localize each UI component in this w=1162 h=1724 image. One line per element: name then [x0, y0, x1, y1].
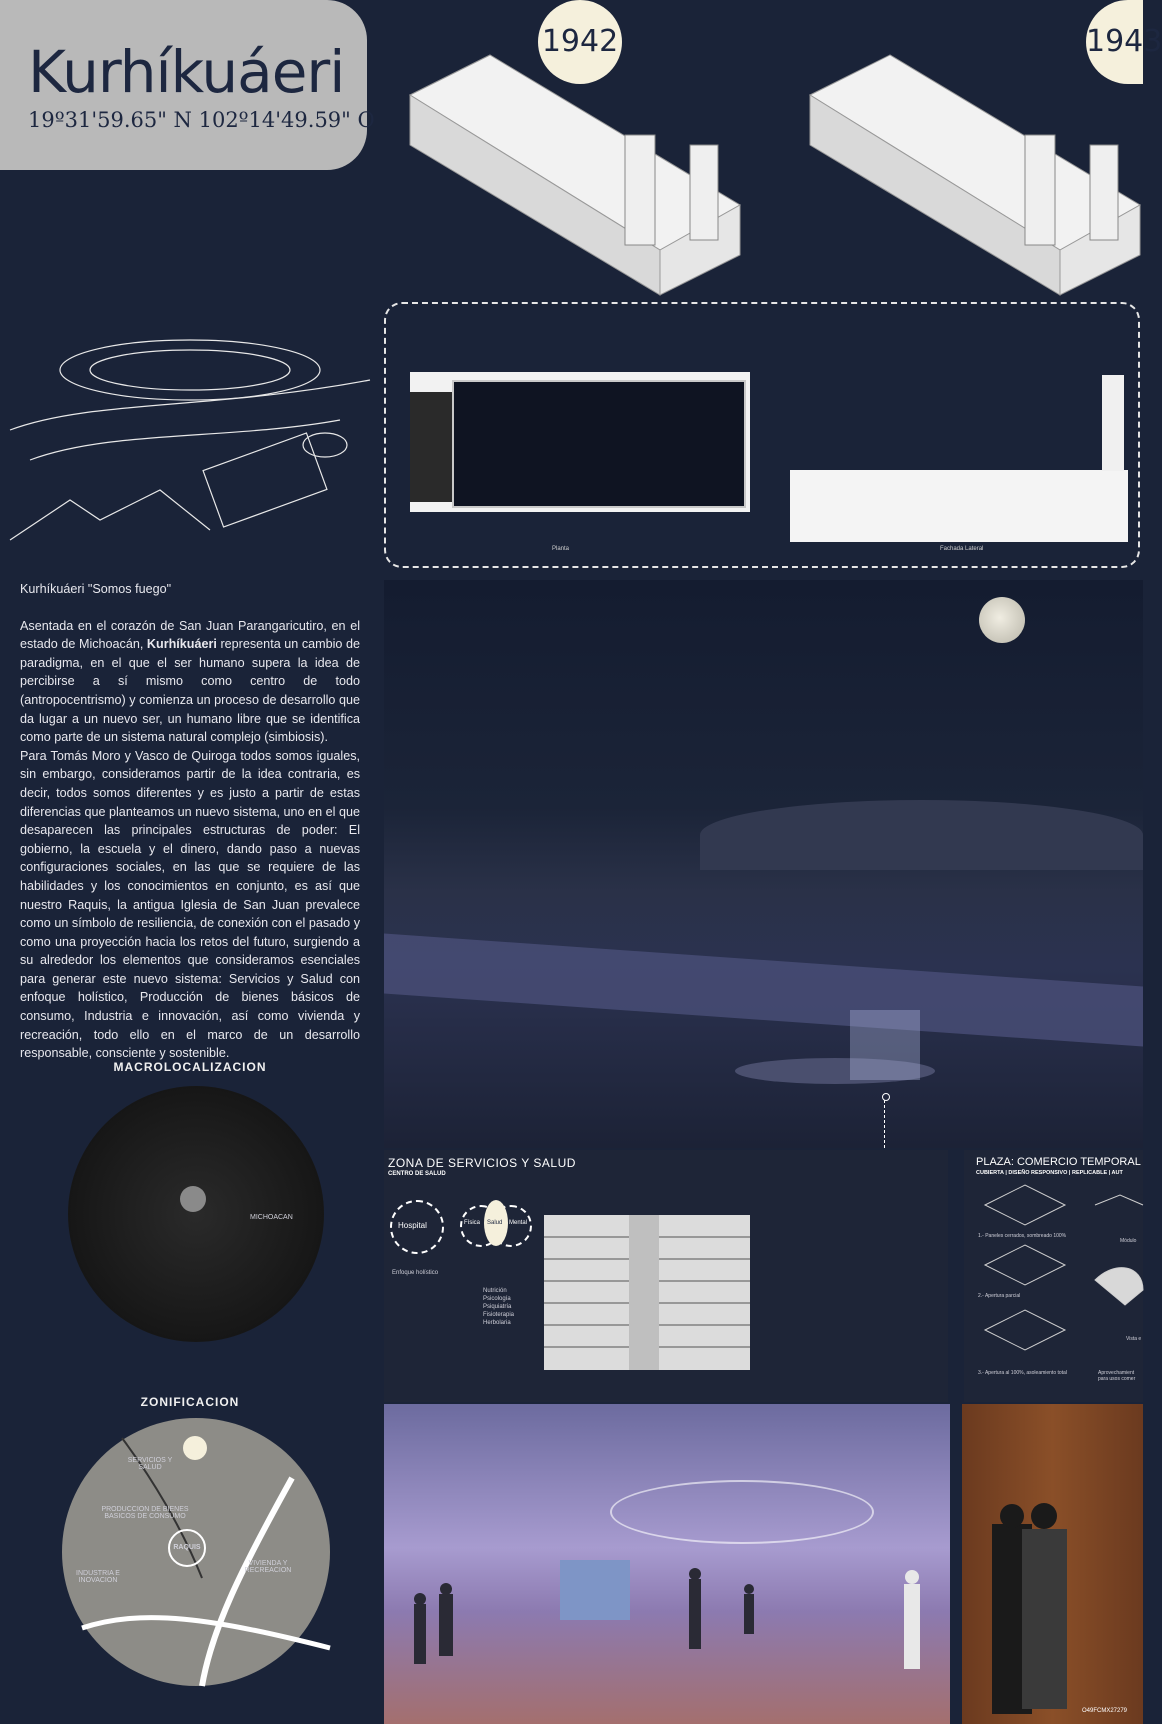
salud-subheading: CENTRO DE SALUD	[388, 1171, 446, 1177]
zone-vivienda: VIVIENDA Y RECREACION	[244, 1560, 292, 1574]
intro-paragraph-1	[20, 617, 360, 747]
intro-paragraph-2: Para Tomás Moro y Vasco de Quiroga todos somos iguales, sin embargo, consideramos partir de la idea contraria, es decir, todos somos diferentes y es justo a partir de estas diferencias que planteamos un nuevo sistema, uno en el que desaparecen las principales estructuras de poder: El gobierno, la escuela y el dinero, dando paso a nuevas configuraciones sociales, en las que se requiere de las habilidades y los conocimientos en conjunto, es así que nuestro Raquis, la antigua Iglesia de San Juan prevalece como un símbolo de resiliencia, de conexión con el pasado y como una proyección hacia los retos del futuro, surgiendo a su alrededor los elementos que consideramos esenciales para generar este nuevo sistema: Servicios y Salud con enfoque holístico, Producción de bienes básicos de consumo, Industria e innovación, así como vivienda y recreación, todo ello en el marco de un desarrollo responsable, consciente y sostenible.	[20, 748, 360, 1061]
paragraph1-bold: Kurhíkuáeri	[146, 637, 217, 652]
canopy-diagrams	[985, 1180, 1143, 1380]
plan-nave	[452, 380, 746, 508]
location-marker-icon	[180, 1186, 206, 1212]
coordinates: 19º31'59.65" N 102º14'49.59" O	[28, 108, 375, 132]
paragraph1-start: Asentada en el corazón de San Juan Parangaricutiro, en el estado de Michoacán,	[20, 618, 360, 652]
church-isometric-1943	[800, 35, 1143, 295]
year-badge-1942: 1942	[538, 0, 622, 84]
plan-label: Planta	[552, 546, 570, 552]
zone-servicios: SERVICIOS Y SALUD	[127, 1457, 173, 1471]
zone-raquis: RAQUIS	[173, 1544, 201, 1551]
plaza-heading: PLAZA: COMERCIO TEMPORAL	[976, 1156, 1141, 1168]
year-badge-1943: 1943	[1086, 0, 1143, 84]
bell-tower	[1102, 375, 1124, 471]
salud-label: Salud	[487, 1220, 503, 1226]
plaza-step-1: 1.- Paneles cerrados, sombreado 100%	[978, 1233, 1067, 1239]
macro-heading: MACROLOCALIZACION	[113, 1060, 267, 1074]
building-floors	[544, 1215, 750, 1370]
masterplan-sketch	[10, 310, 375, 550]
interior-people	[384, 1404, 950, 1724]
plan-apse	[410, 392, 456, 502]
modulo-label: Módulo	[1120, 1238, 1137, 1244]
project-title: Kurhíkuáeri	[28, 38, 345, 106]
plaza-subheading: CUBIERTA | DISEÑO RESPONSIVO | REPLICABLE | AUT	[976, 1170, 1123, 1176]
mountains	[700, 800, 1143, 870]
service-item: Herbolaria	[483, 1320, 511, 1326]
service-item: Nutrición	[483, 1288, 507, 1294]
mental-label: Mental	[509, 1220, 528, 1226]
intro-subtitle: Kurhíkuáeri "Somos fuego"	[20, 582, 172, 596]
couple-figures	[962, 1404, 1143, 1724]
footer-code: O49FCMX27279	[1082, 1708, 1128, 1714]
zonificacion-roads	[62, 1418, 330, 1686]
intro-text	[20, 580, 360, 1063]
glass-tower	[850, 1010, 920, 1080]
services-list	[483, 1287, 514, 1327]
zone-produccion: PRODUCCION DE BIENES BASICOS DE CONSUMO	[101, 1506, 189, 1520]
fisica-label: Física	[464, 1220, 481, 1226]
hospital-label: Hospital	[398, 1221, 427, 1230]
side-facade	[790, 470, 1128, 542]
plaza-step-3: 3.- Apertura al 100%, asoleamiento total	[978, 1370, 1067, 1376]
moon	[979, 597, 1025, 643]
zonificacion-heading: ZONIFICACION	[140, 1395, 240, 1409]
vista-label: Vista e	[1126, 1336, 1142, 1342]
church-isometric-1942	[400, 35, 745, 295]
service-item: Psiquiatría	[483, 1304, 512, 1310]
plaza-step-2: 2.- Apertura parcial	[978, 1293, 1021, 1299]
service-item: Psicología	[483, 1296, 511, 1302]
enfoque-label: Enfoque holístico	[392, 1270, 439, 1276]
zone-industria: INDUSTRIA E INOVACION	[76, 1570, 120, 1584]
macro-state-label: MICHOACAN	[250, 1214, 293, 1221]
service-item: Fisioterapia	[483, 1312, 515, 1318]
facade-label: Fachada Lateral	[940, 546, 984, 552]
salud-heading: ZONA DE SERVICIOS Y SALUD	[388, 1156, 576, 1170]
aprovechamiento-label: Aprovechamient para usos comer	[1098, 1370, 1136, 1382]
paragraph1-end: representa un cambio de paradigma, en el que el ser humano supera la idea de percibirse a sí mismo como centro de todo (antropocentrismo) y comienza un proceso de desarrollo que da lugar a un nuevo ser, un humano libre que se identifica como parte de un sistema natural complejo (simbiosis).	[20, 637, 360, 745]
